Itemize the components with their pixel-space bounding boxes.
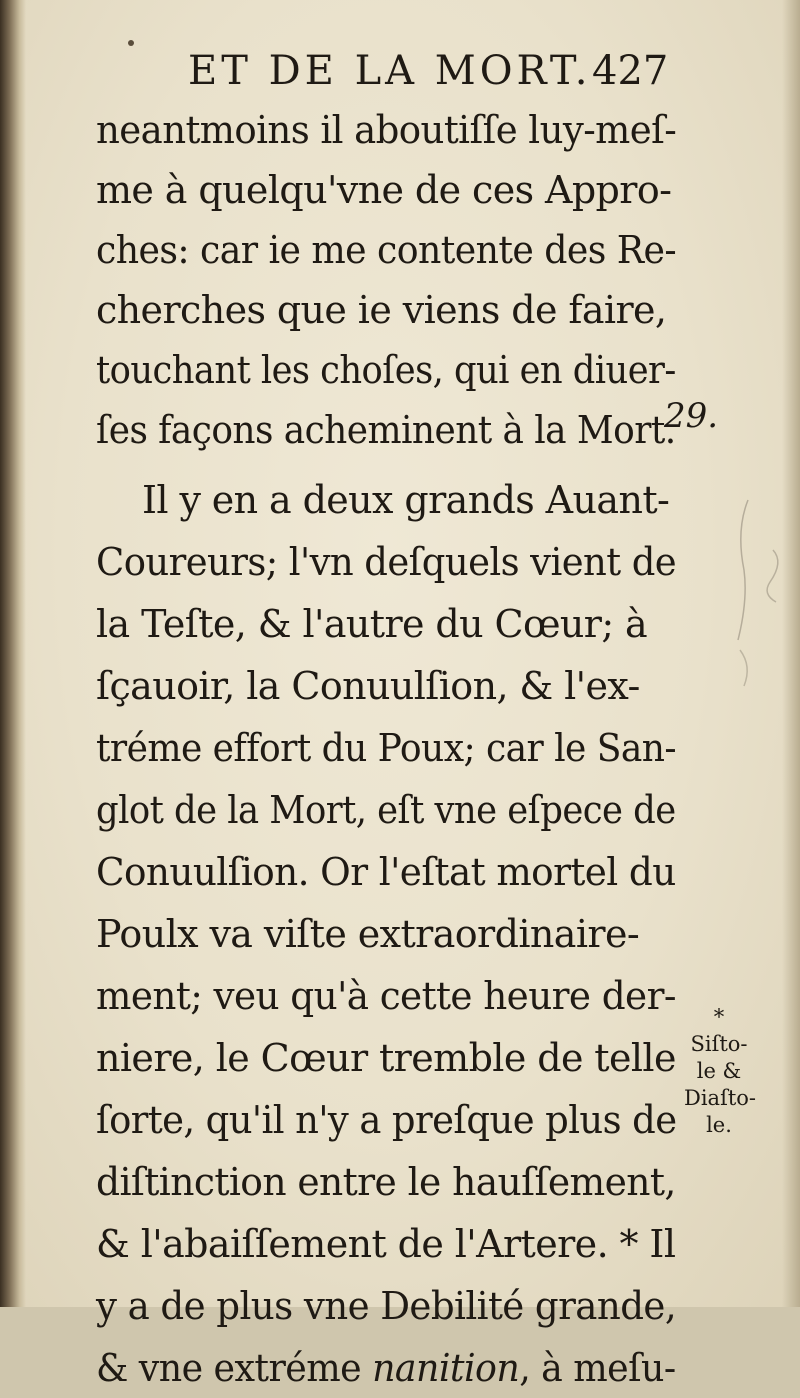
text-line: Poulx va viſte extraordinaire- — [96, 912, 640, 956]
text-line: neantmoins il aboutiſſe luy-meſ- — [96, 108, 677, 152]
text-line: ſçauoir, la Conuulſion, & l'ex- — [96, 664, 640, 708]
margin-note-line: Diaſto- — [684, 1086, 757, 1110]
page-header — [90, 44, 690, 104]
margin-note-line: le & — [696, 1059, 742, 1083]
running-title: ET DE LA MORT. — [188, 48, 592, 94]
text-line: la Teſte, & l'autre du Cœur; à — [96, 602, 648, 646]
text-line: ſes façons acheminent à la Mort. — [96, 408, 676, 452]
margin-note-line: * Siſto- — [690, 1005, 748, 1056]
text-line: Conuulſion. Or l'eſtat mortel du — [96, 850, 676, 894]
text-line: y a de plus vne Debilité grande, — [96, 1284, 677, 1328]
margin-note — [684, 1004, 757, 1139]
text-line: ment; veu qu'à cette heure der- — [96, 974, 676, 1018]
text-line: Coureurs; l'vn deſquels vient de — [96, 540, 677, 584]
text-line: diſtinction entre le hauſſement, — [96, 1160, 676, 1204]
text-line: niere, le Cœur tremble de telle — [96, 1036, 676, 1080]
margin-note-line: le. — [706, 1113, 732, 1137]
text-line: touchant les choſes, qui en diuer- — [96, 348, 676, 392]
text-line: glot de la Mort, eſt vne eſpece de — [96, 788, 676, 832]
text-line: ches: car ie me contente des Re- — [96, 228, 677, 272]
text-line: tréme effort du Poux; car le San- — [96, 726, 677, 770]
pencil-marks — [718, 490, 798, 700]
text-line: Il y en a deux grands Auant- — [142, 478, 670, 522]
italic-word: nanition — [372, 1346, 520, 1390]
text-line: & l'abaiſſement de l'Artere. * Il — [96, 1222, 676, 1266]
margin-section-number: 29. — [664, 396, 719, 436]
text-line: ſorte, qu'il n'y a preſque plus de — [96, 1098, 677, 1142]
page-gutter-shadow — [0, 0, 26, 1307]
text-line: me à quelqu'vne de ces Appro- — [96, 168, 672, 212]
text-line: cherches que ie viens de faire, — [96, 288, 667, 332]
text-line: & vne extréme nanition, à meſu- — [96, 1346, 676, 1390]
page-number: 427 — [592, 48, 669, 94]
